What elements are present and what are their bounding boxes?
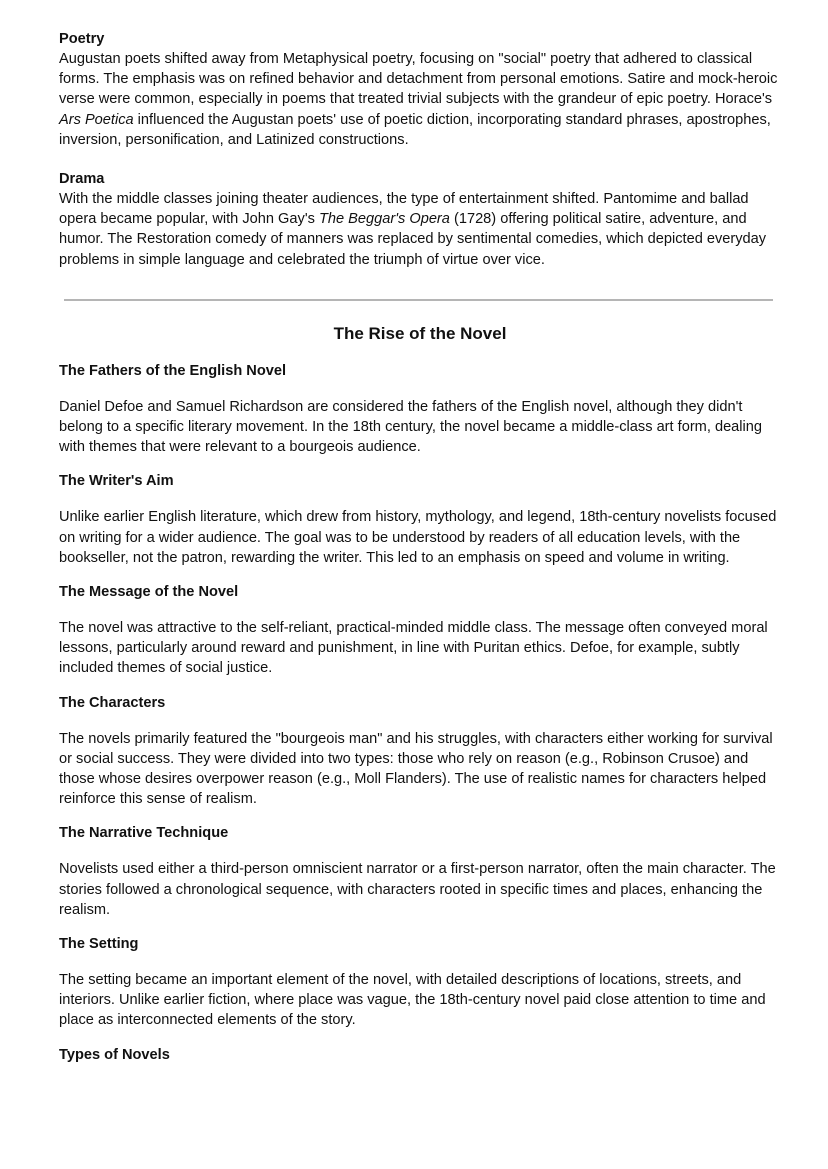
subsection-heading: The Narrative Technique	[59, 825, 229, 842]
subsection-heading: The Setting	[59, 936, 139, 953]
drama-text-2: (1728) offering political satire, adventure, and humor. The Restoration comedy of manners was replaced by sentimental comedies, which depicted everyday problems in simple language and celebrated the triumph of virtue over vice.	[59, 211, 767, 268]
subsection-body: Daniel Defoe and Samuel Richardson are considered the fathers of the English novel, although they didn't belong to a specific literary movement. In the 18th century, the novel became a middle-class art form, dealing with themes that were relevant to a bourgeois audience.	[59, 398, 763, 456]
subsection-setting	[59, 934, 781, 1031]
subsection-heading: The Writer's Aim	[59, 473, 174, 490]
poetry-text-2: influenced the Augustan poets' use of poetic diction, incorporating standard phrases, apostrophes, inversion, personification, and Latinized constructions.	[59, 111, 771, 148]
page-title: The Rise of the Novel	[333, 323, 507, 343]
poetry-italic-title: Ars Poetica	[59, 111, 134, 128]
subsection-heading: Types of Novels	[59, 1046, 170, 1063]
subsection-body: The setting became an important element of the novel, with detailed descriptions of locations, streets, and interiors. Unlike earlier fiction, where place was vague, the 18th-century novel paid close attention to time and place as interconnected elements of the story.	[59, 972, 766, 1029]
subsection-writers-aim	[59, 471, 781, 568]
section-heading-poetry: Poetry	[59, 31, 105, 47]
section-body-drama	[59, 189, 781, 270]
document-page	[59, 29, 781, 1081]
section-drama	[59, 169, 781, 270]
section-body-poetry	[59, 49, 781, 150]
subsection-heading: The Characters	[59, 694, 166, 711]
subsection-body: The novels primarily featured the "bourgeois man" and his struggles, with characters either working for survival or social success. They were divided into two types: those who rely on reason (e.g., Robinson Crusoe) and those whose desires overpower reason (e.g., Moll Flanders). The use of realistic names for characters helped reinforce this sense of realism.	[59, 730, 773, 808]
subsection-message	[59, 582, 781, 679]
section-poetry	[59, 29, 781, 150]
subsection-types-of-novels	[59, 1045, 781, 1065]
subsection-heading: The Fathers of the English Novel	[59, 362, 287, 379]
subsection-fathers	[59, 361, 781, 458]
subsection-heading: The Message of the Novel	[59, 584, 239, 601]
drama-text-1: With the middle classes joining theater audiences, the type of entertainment shifted. Pantomime and ballad opera became popular, with John Gay's	[59, 191, 749, 228]
subsection-narrative-technique	[59, 823, 781, 920]
subsection-characters	[59, 693, 781, 810]
subsection-body: The novel was attractive to the self-reliant, practical-minded middle class. The message often conveyed moral lessons, particularly around reward and punishment, in line with Puritan ethics. Defoe, for example, subtly included themes of social justice.	[59, 620, 768, 677]
subsection-body: Novelists used either a third-person omniscient narrator or a first-person narrator, often the main character. The stories followed a chronological sequence, with characters rooted in specific times and places, enhancing the realism.	[59, 861, 776, 918]
poetry-text-1: Augustan poets shifted away from Metaphysical poetry, focusing on "social" poetry that adhered to classical forms. The emphasis was on refined behavior and detachment from personal emotions. Satire and mock-heroic verse were common, especially in poems that treated trivial subjects with the grandeur of epic poetry. Horace's	[59, 51, 778, 108]
subsection-body: Unlike earlier English literature, which drew from history, mythology, and legend, 18th-century novelists focused on writing for a wider audience. The goal was to be understood by readers of all education levels, with the bookseller, not the patron, rewarding the writer. This led to an emphasis on speed and volume in writing.	[59, 509, 777, 566]
drama-italic-title: The Beggar's Opera	[318, 211, 450, 228]
horizontal-divider	[64, 299, 773, 301]
section-heading-drama: Drama	[59, 171, 105, 188]
